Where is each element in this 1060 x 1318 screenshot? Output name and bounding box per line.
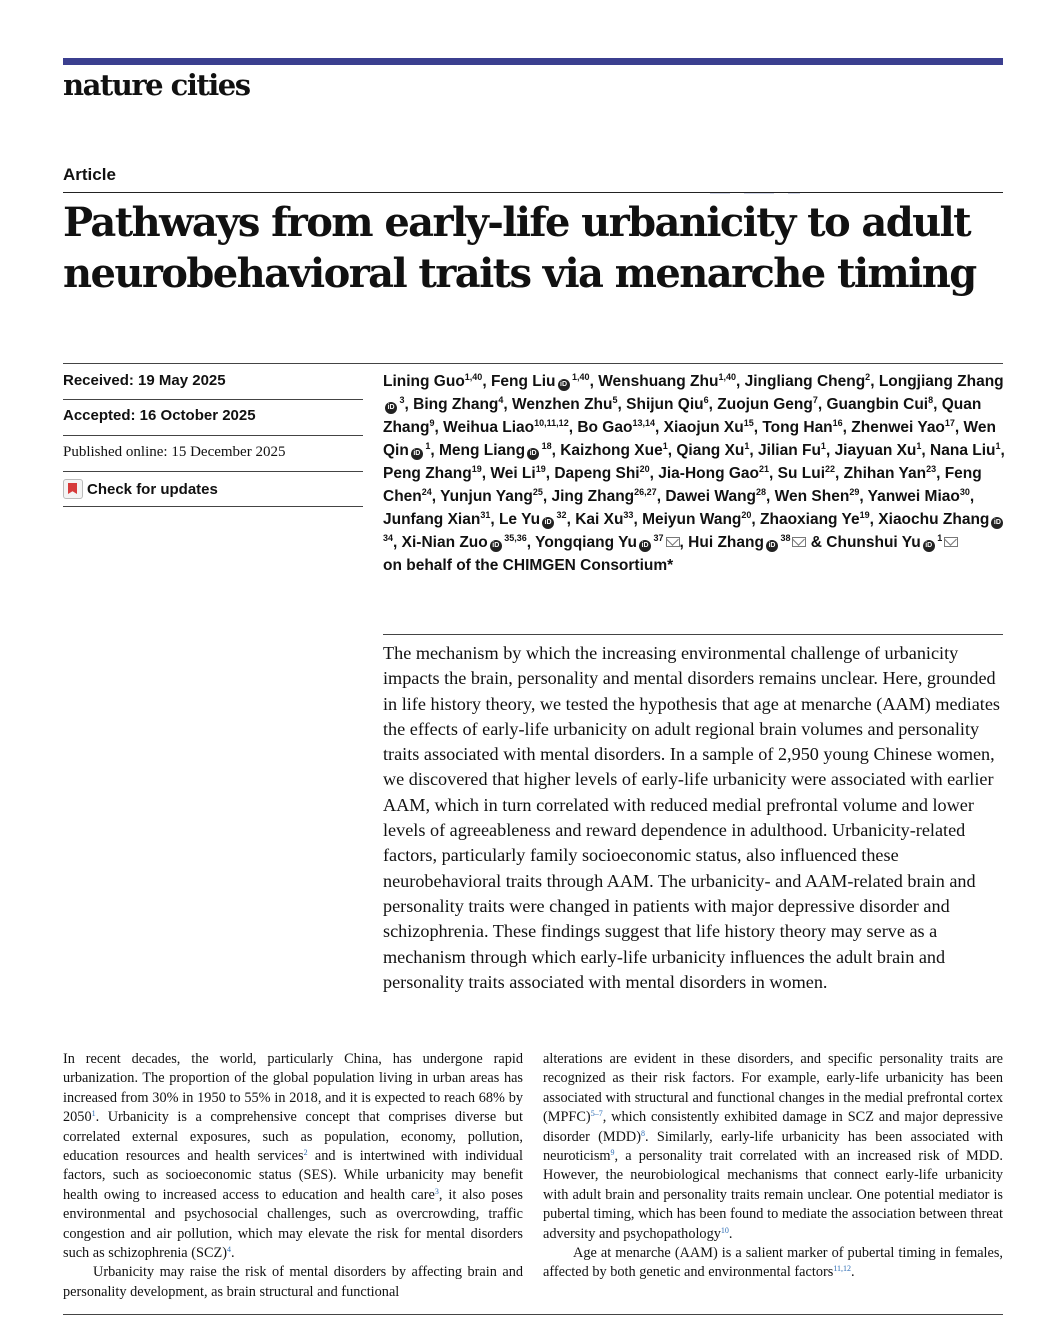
author-affiliation: 8 [928,395,934,405]
author-affiliation: 23 [926,464,937,474]
author-name[interactable]: Kaizhong Xue [560,442,663,459]
meta-top-rule [63,363,1003,364]
author-affiliation: 13,14 [632,418,655,428]
author-name[interactable]: Feng Chen [383,465,982,505]
author-affiliation: 19 [859,510,870,520]
citation-ref[interactable]: 1 [91,1109,96,1119]
article-title: Pathways from early-life urbanicity to adult neurobehavioral traits via menarche timing [63,199,976,297]
author-name[interactable]: Jiayuan Xu [834,442,917,459]
orcid-icon[interactable]: iD [490,540,502,552]
author-affiliation: 1 [995,441,1001,451]
author-affiliation: 35,36 [501,533,527,543]
accepted-date: Accepted: 16 October 2025 [63,407,256,424]
author-name[interactable]: Le Yu [498,511,541,528]
abstract: The mechanism by which the increasing environmental challenge of urbanicity impacts the brain, personality and mental disorders remains unclear. Here, grounded in life history theory, we tested the hypothesis that age at menarche (AAM) mediates the effects of early-life urbanicity on adult regional brain volumes and personality traits associated with mental disorders. In a sample of 2,950 young Chinese women, we discovered that higher levels of early-life urbanicity were associated with earlier AAM, which in turn correlated with reduced medial prefrontal volume and lower levels of agreeableness and reward dependence in adulthood. Urbanicity-related factors, particularly family socioeconomic status, also influenced these neurobehavioral traits through AAM. The urbanicity- and AAM-related brain and personality traits were changed in patients with major depressive disorder and schizophrenia. These findings suggest that life history theory may serve as a mechanism through which early-life urbanicity influences the adult brain and personality traits associated with mental disorders in women. [383,643,1001,992]
author-name[interactable]: Longjiang Zhang [878,373,1004,390]
author-name[interactable]: Feng Liu [490,373,556,390]
author-affiliation: 34 [383,533,394,543]
article-type-label: Article [63,165,116,184]
author-name[interactable]: Wen Shen [774,488,850,505]
author-affiliation: 1,40 [569,372,590,382]
body-paragraph: Age at menarche (AAM) is a salient marker of pubertal timing in females, affected by both genetic and environmental factors$^{11,12}$. [543,1245,1003,1281]
footer-rule [63,1314,1003,1315]
body-column-left [63,1050,523,1302]
author-affiliation: 9 [429,418,435,428]
author-affiliation: 20 [741,510,752,520]
orcid-icon[interactable]: iD [639,540,651,552]
author-affiliation: 1 [916,441,922,451]
author-affiliation: 7 [812,395,818,405]
author-name[interactable]: Guangbin Cui [826,396,929,413]
author-affiliation: 17 [944,418,955,428]
author-name[interactable]: Zhaoxiang Ye [760,511,860,528]
author-affiliation: 18 [539,441,552,451]
author-affiliation: 6 [703,395,709,405]
author-affiliation: 1 [934,533,943,543]
author-name[interactable]: Zuojun Geng [717,396,813,413]
author-affiliation: 22 [825,464,836,474]
citation-ref[interactable]: 3 [434,1186,439,1196]
bookmark-icon [63,479,83,499]
author-name[interactable]: Weihua Liao [443,419,535,436]
abstract-rule [383,634,1003,635]
author-name[interactable]: Wenzhen Zhu [512,396,613,413]
author-affiliation: 25 [532,487,543,497]
author-list: Lining Guo$^{1,40}$, Feng Liu iD $^{1,40}$, Wenshuang Zhu$^{1,40}$, Jingliang Cheng$^2$, Longjiang ZhangiD $^3$, Bing Zhang$^4$, Wenzhen Zhu$^5$, Shijun Qiu$^6$, Zuojun Geng$^7$, Guangbin Cui$^8$, Quan Zhang$^9$, Weihua Liao$^{10,11,12}$, Bo Gao$^{13,14}$, Xiaojun Xu$^{15}$, Tong Han$^{16}$, Zhenwei Yao$^{17}$, Wen Qin iD $^1$, Meng Liang iD $^{18}$, Kaizhong Xue$^1$, Qiang Xu$^1$, Jilian Fu$^1$, Jiayuan Xu$^1$, Nana Liu$^1$, Peng Zhang$^{19}$, Wei Li$^{19}$, Dapeng Shi$^{20}$, Jia-Hong Gao$^{21}$, Su Lui$^{22}$, Zhihan Yan$^{23}$, Feng Chen$^{24}$, Yunjun Yang$^{25}$, Jing Zhang$^{26,27}$, Dawei Wang$^{28}$, Wen Shen$^{29}$, Yanwei Miao$^{30}$, Junfang Xian$^{31}$, Le Yu iD $^{32}$, Kai Xu$^{33}$, Meiyun Wang$^{20}$, Zhaoxiang Ye$^{19}$, Xiaochu Zhang iD $^{34}$, Xi-Nian Zuo iD $^{35,36}$, Yongqiang Yu iD $^{37}$ , Hui Zhang iD $^{38}$ & Chunshui Yu iD $^1$ on behalf of the CHIMGEN Consortium* [383,372,1005,574]
author-affiliation: 1 [422,441,431,451]
author-name[interactable]: Yunjun Yang [440,488,533,505]
mail-icon[interactable] [944,537,958,547]
author-affiliation: 1,40 [718,372,736,382]
author-affiliation: 2 [865,372,871,382]
author-affiliation: 4 [498,395,504,405]
orcid-icon[interactable]: iD [411,448,423,460]
body-paragraph: alterations are evident in these disorders, and specific personality traits are recognized as their risk factors. For example, early-life urbanicity has been associated with structural and functional changes in the medial prefrontal cortex (MPFC)$^{5-7}$, which consistently exhibited damage in SCZ and major depressive disorder (MDD)$^8$. Similarly, early-life urbanicity has been associated with neuroticism$^9$, a personality trait correlated with an increased risk of MDD. However, the neurobiological mechanisms that connect early-life urbanicity with adult brain and personality traits remain unclear. One potential mediator is pubertal timing, which has been found to mediate the association between threat adversity and psychopathology$^{10}$. [543,1051,1003,1242]
author-affiliation: 28 [756,487,767,497]
consortium-line: on behalf of the CHIMGEN Consortium* [383,557,674,574]
author-affiliation: 19 [471,464,482,474]
orcid-icon[interactable]: iD [766,540,778,552]
author-name[interactable]: Lining Guo [383,373,465,390]
author-name[interactable]: Xi-Nian Zuo [401,534,488,551]
orcid-icon[interactable]: iD [385,402,397,414]
author-affiliation: 32 [554,510,567,520]
journal-header-bar [63,58,1003,65]
author-name[interactable]: Nana Liu [930,442,996,459]
meta-rule-4 [63,506,363,507]
author-name[interactable]: Jilian Fu [758,442,821,459]
author-name[interactable]: Meiyun Wang [642,511,742,528]
meta-rule-1 [63,399,363,400]
author-affiliation: 16 [832,418,843,428]
author-affiliation: 1,40 [464,372,483,382]
author-name[interactable]: Jia-Hong Gao [658,465,760,482]
orcid-icon[interactable]: iD [527,448,539,460]
author-affiliation: 30 [959,487,970,497]
author-name[interactable]: Dapeng Shi [554,465,640,482]
citation-ref[interactable]: 10 [720,1225,729,1235]
decorative-dashes [710,181,820,184]
author-affiliation: 37 [651,533,664,543]
author-name[interactable]: Jing Zhang [551,488,635,505]
author-affiliation: 24 [421,487,432,497]
author-name[interactable]: Hui Zhang [688,534,764,551]
author-name[interactable]: Xiaojun Xu [663,419,744,436]
author-affiliation: 31 [480,510,491,520]
check-for-updates-label: Check for updates [87,480,218,498]
mail-icon[interactable] [792,537,806,547]
author-name[interactable]: Chunshui Yu [826,534,921,551]
citation-ref[interactable]: 9 [610,1148,615,1158]
author-affiliation: 1 [820,441,826,451]
author-name[interactable]: Qiang Xu [676,442,745,459]
orcid-icon[interactable]: iD [923,540,935,552]
author-name[interactable]: Wenshuang Zhu [598,373,719,390]
received-date: Received: 19 May 2025 [63,372,226,389]
orcid-icon[interactable]: iD [991,517,1003,529]
author-affiliation: 1 [744,441,750,451]
author-affiliation: 15 [743,418,754,428]
author-affiliation: 26,27 [634,487,657,497]
author-name[interactable]: Kai Xu [575,511,624,528]
author-affiliation: 38 [777,533,791,543]
author-name[interactable]: Yongqiang Yu [535,534,638,551]
body-paragraph: In recent decades, the world, particularly China, has undergone rapid urbanization. The proportion of the global population living in urban areas has increased from 30% in 1950 to 55% in 2018, and it is expected to reach 68% by 2050$^1$. Urbanicity is a comprehensive concept that comprises diverse but correlated external exposures, such as population, economy, pollution, education resources and health services$^2$ and is intertwined with individual factors, such as socioeconomic status (SES). While urbanicity may benefit health owing to increased access to education and health care$^3$, it also poses environmental and psychosocial challenges, such as overcrowding, traffic congestion and air pollution, which may elevate the risk for mental disorders such as schizophrenia (SCZ)$^4$. [63,1051,523,1262]
author-name[interactable]: Su Lui [777,465,826,482]
author-affiliation: 29 [849,487,860,497]
author-name[interactable]: Peng Zhang [383,465,472,482]
author-affiliation: 21 [759,464,770,474]
author-name[interactable]: Junfang Xian [383,511,481,528]
citation-ref[interactable]: 8 [641,1128,646,1138]
body-paragraph: Urbanicity may raise the risk of mental disorders by affecting brain and personality development, as brain structural and functional [63,1264,523,1300]
orcid-icon[interactable]: iD [558,379,570,391]
author-affiliation: 10,11,12 [534,418,569,428]
citation-ref[interactable]: 4 [226,1245,231,1255]
check-for-updates-link[interactable] [63,479,218,499]
author-name[interactable]: Zhenwei Yao [851,419,945,436]
author-name[interactable]: Tong Han [762,419,833,436]
author-affiliation: 19 [535,464,546,474]
orcid-icon[interactable]: iD [542,517,554,529]
author-affiliation: 20 [639,464,650,474]
title-rule [63,192,1003,193]
citation-ref[interactable]: 11,12 [833,1264,852,1274]
citation-ref[interactable]: 5–7 [590,1109,603,1119]
author-affiliation: 33 [623,510,634,520]
author-name[interactable]: Shijun Qiu [626,396,704,413]
author-affiliation: 5 [612,395,618,405]
author-name[interactable]: Bo Gao [577,419,633,436]
author-name[interactable]: Jingliang Cheng [744,373,866,390]
author-name[interactable]: Dawei Wang [665,488,757,505]
body-column-right [543,1050,1003,1283]
author-affiliation: 3 [397,395,405,405]
meta-rule-2 [63,435,363,436]
journal-name[interactable]: nature cities [63,68,250,102]
author-name[interactable]: Xiaochu Zhang [878,511,990,528]
author-name[interactable]: Meng Liang [438,442,526,459]
author-affiliation: 1 [662,441,668,451]
author-name[interactable]: Wen Qin [383,419,996,459]
citation-ref[interactable]: 2 [303,1148,308,1158]
author-name[interactable]: Bing Zhang [413,396,499,413]
author-name[interactable]: Zhihan Yan [843,465,927,482]
author-name[interactable]: Quan Zhang [383,396,982,436]
meta-rule-3 [63,471,363,472]
published-date: Published online: 15 December 2025 [63,444,286,460]
mail-icon[interactable] [666,537,680,547]
author-name[interactable]: Yanwei Miao [867,488,960,505]
author-name[interactable]: Wei Li [490,465,536,482]
